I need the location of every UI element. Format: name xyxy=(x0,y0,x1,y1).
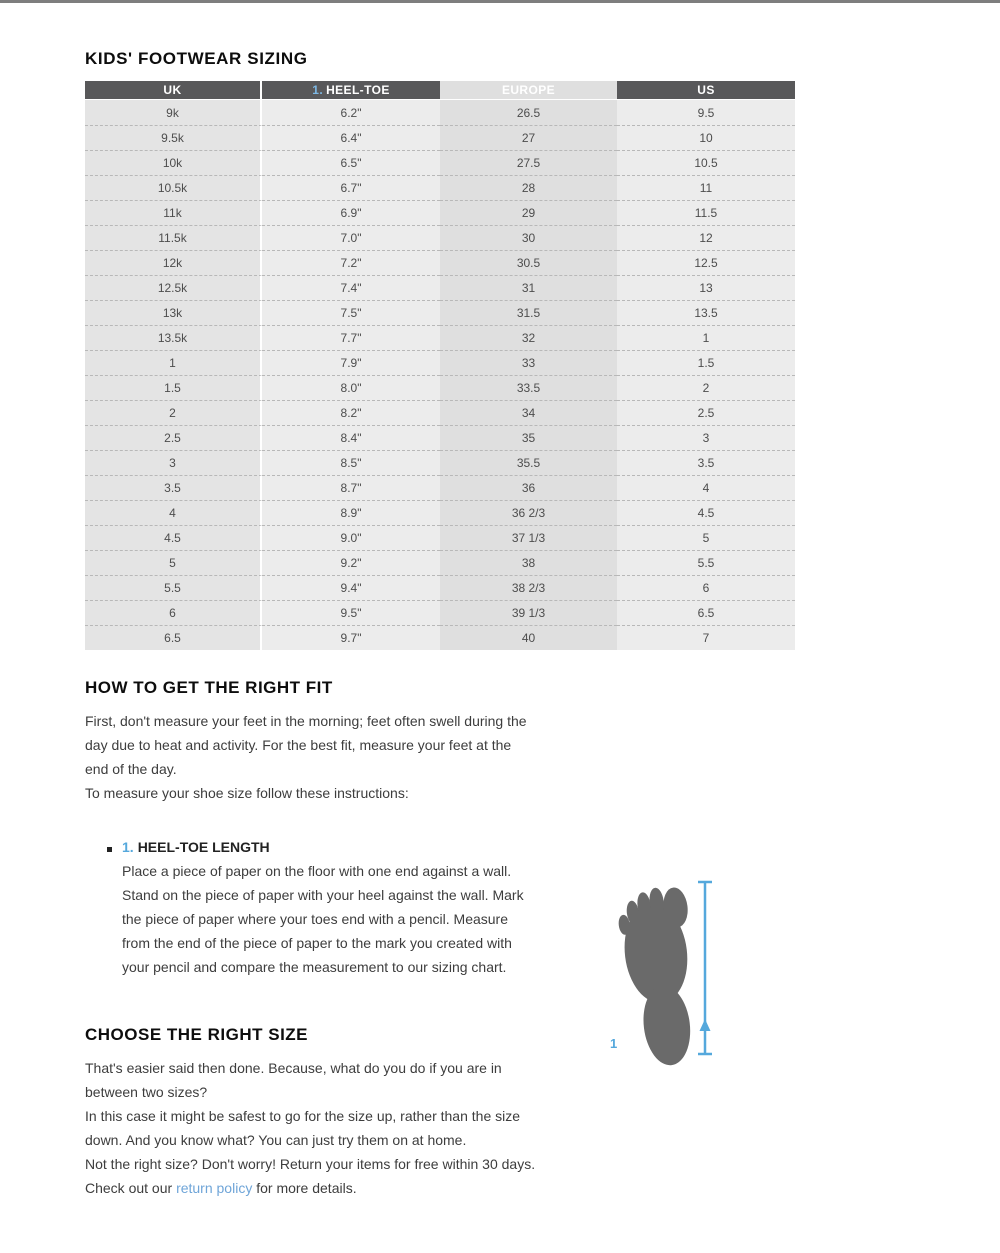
foot-silhouette xyxy=(615,884,707,1069)
return-text-before: Not the right size? Don't worry! Return your items for free within 30 days. Check out our xyxy=(85,1156,536,1196)
foot-measure-illustration xyxy=(606,872,721,1072)
table-header-row xyxy=(85,81,795,100)
table-row xyxy=(85,250,795,275)
cell-uk: 10.5k xyxy=(85,175,262,200)
header-us: US xyxy=(617,81,795,100)
table-row xyxy=(85,525,795,550)
cell-heel-toe: 8.7" xyxy=(262,475,440,500)
table-row xyxy=(85,100,795,125)
measure-step-number: 1. xyxy=(122,839,134,855)
cell-heel-toe: 6.5" xyxy=(262,150,440,175)
cell-europe: 35.5 xyxy=(440,450,617,475)
cell-uk: 13.5k xyxy=(85,325,262,350)
cell-europe: 31.5 xyxy=(440,300,617,325)
cell-us: 6.5 xyxy=(617,600,795,625)
cell-uk: 5.5 xyxy=(85,575,262,600)
cell-heel-toe: 9.0" xyxy=(262,525,440,550)
table-row xyxy=(85,425,795,450)
cell-us: 4 xyxy=(617,475,795,500)
cell-us: 4.5 xyxy=(617,500,795,525)
cell-us: 3.5 xyxy=(617,450,795,475)
table-row xyxy=(85,225,795,250)
cell-uk: 3 xyxy=(85,450,262,475)
cell-uk: 13k xyxy=(85,300,262,325)
cell-us: 10.5 xyxy=(617,150,795,175)
cell-us: 2 xyxy=(617,375,795,400)
table-row xyxy=(85,625,795,650)
cell-heel-toe: 8.5" xyxy=(262,450,440,475)
return-text-after: for more details. xyxy=(252,1180,357,1196)
table-row xyxy=(85,450,795,475)
cell-us: 11.5 xyxy=(617,200,795,225)
cell-heel-toe: 7.7" xyxy=(262,325,440,350)
table-row xyxy=(85,125,795,150)
table-row xyxy=(85,300,795,325)
table-row xyxy=(85,475,795,500)
measure-arrow-up xyxy=(700,1019,711,1031)
table-row xyxy=(85,575,795,600)
cell-heel-toe: 6.9" xyxy=(262,200,440,225)
fit-paragraph-2: To measure your shoe size follow these instructions: xyxy=(85,785,409,801)
cell-heel-toe: 7.4" xyxy=(262,275,440,300)
cell-heel-toe: 9.7" xyxy=(262,625,440,650)
cell-uk: 2 xyxy=(85,400,262,425)
cell-heel-toe: 8.4" xyxy=(262,425,440,450)
cell-heel-toe: 6.7" xyxy=(262,175,440,200)
table-row xyxy=(85,175,795,200)
table-row xyxy=(85,550,795,575)
bullet-square-icon xyxy=(107,847,112,852)
header-heel-toe-number: 1. xyxy=(312,83,324,97)
cell-us: 9.5 xyxy=(617,100,795,125)
cell-europe: 28 xyxy=(440,175,617,200)
cell-us: 13 xyxy=(617,275,795,300)
cell-europe: 40 xyxy=(440,625,617,650)
measure-step-content xyxy=(122,839,527,979)
cell-uk: 5 xyxy=(85,550,262,575)
table-row xyxy=(85,350,795,375)
cell-uk: 1 xyxy=(85,350,262,375)
cell-europe: 36 2/3 xyxy=(440,500,617,525)
cell-europe: 31 xyxy=(440,275,617,300)
cell-europe: 30 xyxy=(440,225,617,250)
table-row xyxy=(85,600,795,625)
measure-step-body: Place a piece of paper on the floor with one end against a wall. Stand on the piece of paper with your heel against the wall. Mark the piece of paper where your toes end with a pencil. Measure from the end of the piece of paper to the mark you created with your pencil and compare the measurement to our sizing chart. xyxy=(122,863,524,975)
fit-section-heading: HOW TO GET THE RIGHT FIT xyxy=(85,678,333,697)
cell-heel-toe: 9.4" xyxy=(262,575,440,600)
table-row xyxy=(85,200,795,225)
cell-europe: 35 xyxy=(440,425,617,450)
cell-heel-toe: 7.0" xyxy=(262,225,440,250)
cell-europe: 32 xyxy=(440,325,617,350)
cell-uk: 9.5k xyxy=(85,125,262,150)
cell-heel-toe: 7.9" xyxy=(262,350,440,375)
sizing-table-body xyxy=(85,100,795,650)
cell-heel-toe: 8.9" xyxy=(262,500,440,525)
cell-europe: 27 xyxy=(440,125,617,150)
cell-us: 1.5 xyxy=(617,350,795,375)
cell-europe: 37 1/3 xyxy=(440,525,617,550)
cell-heel-toe: 9.5" xyxy=(262,600,440,625)
cell-europe: 27.5 xyxy=(440,150,617,175)
cell-us: 13.5 xyxy=(617,300,795,325)
header-uk: UK xyxy=(85,81,262,100)
cell-us: 3 xyxy=(617,425,795,450)
cell-uk: 11.5k xyxy=(85,225,262,250)
foot-figure-label: 1 xyxy=(610,1036,618,1051)
return-policy-link[interactable]: return policy xyxy=(176,1180,253,1196)
choose-paragraph-3 xyxy=(85,1152,537,1200)
cell-uk: 12.5k xyxy=(85,275,262,300)
cell-uk: 9k xyxy=(85,100,262,125)
measure-step-title xyxy=(122,839,527,855)
cell-europe: 26.5 xyxy=(440,100,617,125)
table-row xyxy=(85,400,795,425)
choose-paragraph-1: That's easier said then done. Because, what do you do if you are in between two sizes? xyxy=(85,1060,502,1100)
measure-step-title-label: HEEL-TOE LENGTH xyxy=(137,839,270,855)
cell-europe: 38 xyxy=(440,550,617,575)
cell-heel-toe: 8.2" xyxy=(262,400,440,425)
cell-uk: 1.5 xyxy=(85,375,262,400)
cell-us: 12.5 xyxy=(617,250,795,275)
cell-us: 5.5 xyxy=(617,550,795,575)
cell-us: 1 xyxy=(617,325,795,350)
table-row xyxy=(85,375,795,400)
header-europe: EUROPE xyxy=(440,81,617,100)
choose-paragraph-2: In this case it might be safest to go for the size up, rather than the size down. And you know what? You can just try them on at home. xyxy=(85,1108,521,1148)
cell-heel-toe: 6.4" xyxy=(262,125,440,150)
page-title: KIDS' FOOTWEAR SIZING xyxy=(85,49,308,68)
cell-uk: 4.5 xyxy=(85,525,262,550)
cell-uk: 6 xyxy=(85,600,262,625)
table-row xyxy=(85,500,795,525)
cell-europe: 29 xyxy=(440,200,617,225)
cell-europe: 39 1/3 xyxy=(440,600,617,625)
header-heel-toe xyxy=(262,81,440,100)
cell-europe: 38 2/3 xyxy=(440,575,617,600)
cell-us: 11 xyxy=(617,175,795,200)
cell-uk: 2.5 xyxy=(85,425,262,450)
cell-europe: 33 xyxy=(440,350,617,375)
cell-us: 7 xyxy=(617,625,795,650)
cell-us: 2.5 xyxy=(617,400,795,425)
cell-uk: 3.5 xyxy=(85,475,262,500)
cell-us: 5 xyxy=(617,525,795,550)
cell-heel-toe: 7.5" xyxy=(262,300,440,325)
choose-section-heading: CHOOSE THE RIGHT SIZE xyxy=(85,1025,309,1044)
cell-uk: 4 xyxy=(85,500,262,525)
cell-us: 10 xyxy=(617,125,795,150)
cell-uk: 10k xyxy=(85,150,262,175)
cell-us: 6 xyxy=(617,575,795,600)
sizing-table xyxy=(85,81,795,650)
cell-heel-toe: 9.2" xyxy=(262,550,440,575)
cell-europe: 34 xyxy=(440,400,617,425)
cell-europe: 33.5 xyxy=(440,375,617,400)
cell-uk: 6.5 xyxy=(85,625,262,650)
cell-us: 12 xyxy=(617,225,795,250)
table-row xyxy=(85,325,795,350)
foot-measure-figure xyxy=(606,872,721,1072)
cell-europe: 36 xyxy=(440,475,617,500)
cell-heel-toe: 7.2" xyxy=(262,250,440,275)
header-heel-toe-label: HEEL-TOE xyxy=(326,83,390,97)
fit-paragraph-1: First, don't measure your feet in the morning; feet often swell during the day due to heat and activity. For the best fit, measure your feet at the end of the day. xyxy=(85,713,527,777)
cell-europe: 30.5 xyxy=(440,250,617,275)
cell-heel-toe: 8.0" xyxy=(262,375,440,400)
cell-heel-toe: 6.2" xyxy=(262,100,440,125)
table-row xyxy=(85,275,795,300)
cell-uk: 11k xyxy=(85,200,262,225)
cell-uk: 12k xyxy=(85,250,262,275)
table-row xyxy=(85,150,795,175)
